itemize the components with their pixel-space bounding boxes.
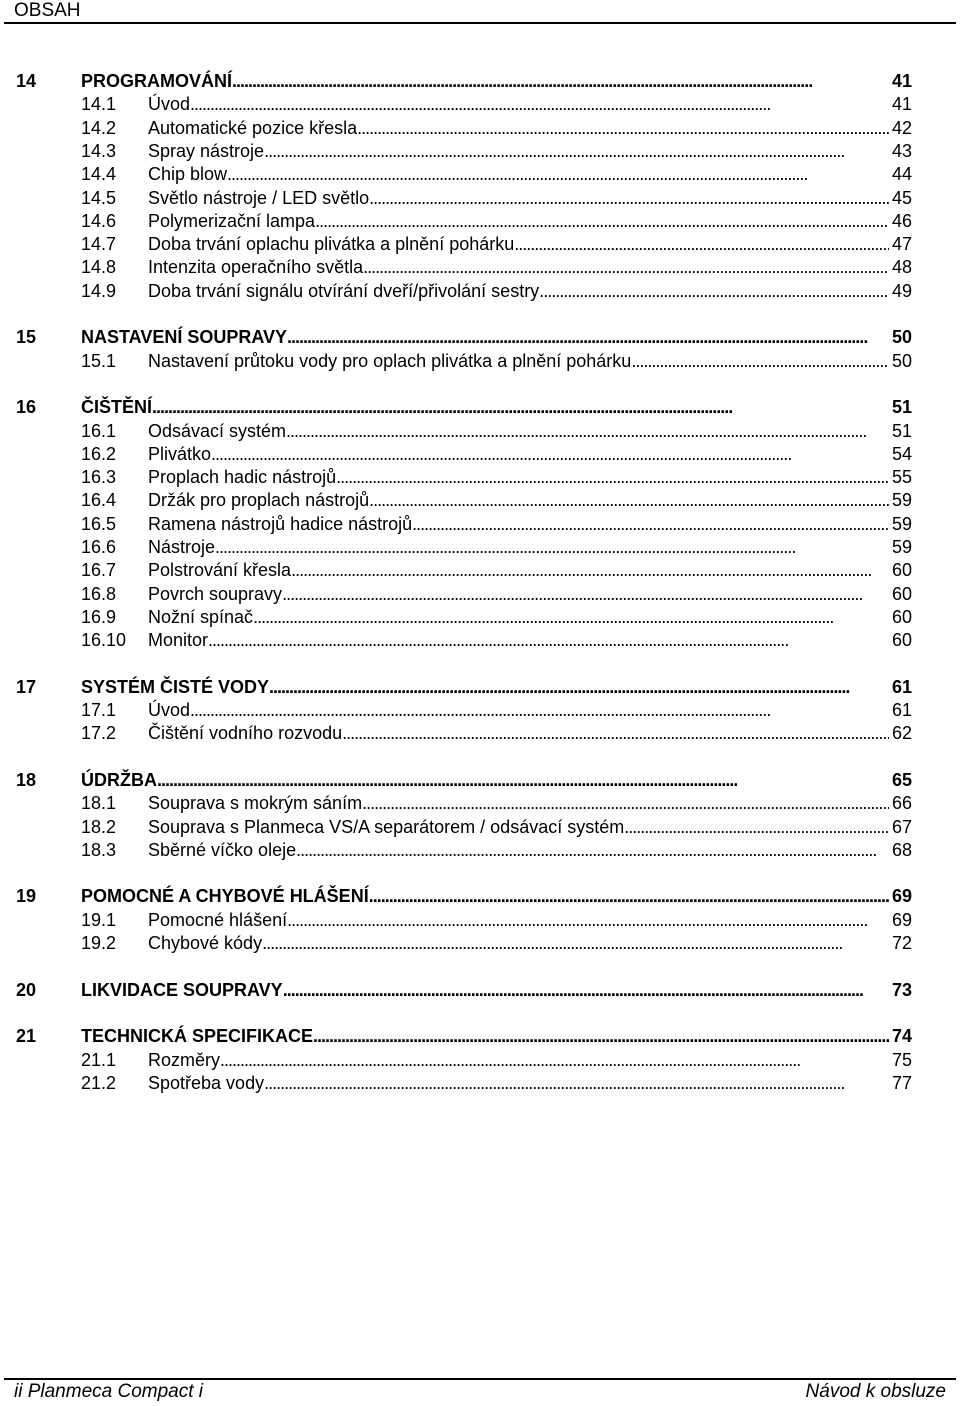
toc-dot-leader [363, 256, 912, 279]
toc-entry-number: 14.6 [81, 211, 117, 231]
toc-entry-title-line [148, 792, 912, 815]
toc-entry-number: 16.1 [81, 421, 117, 441]
toc-entry-title: Chip blow [148, 164, 228, 184]
toc-entry-title: Držák pro proplach nástrojů [148, 490, 370, 510]
toc-entry-page-number: 65 [889, 769, 912, 792]
toc-chapter-entry[interactable] [0, 979, 960, 1002]
toc-entry-title: Spray nástroje [148, 141, 265, 161]
toc-entry-number: 14.9 [81, 281, 117, 301]
toc-entry-title: Ramena nástrojů hadice nástrojů [148, 514, 413, 534]
toc-section-entry[interactable] [0, 536, 960, 559]
toc-section-entry[interactable] [0, 443, 960, 466]
toc-entry-title: Sběrné víčko oleje [148, 840, 297, 860]
toc-entry-title: Doba trvání signálu otvírání dveří/přivolání sestry [148, 281, 540, 301]
toc-entry-title-line [148, 629, 912, 652]
toc-entry-title: Pomocné hlášení [148, 910, 288, 930]
toc-entry-title-line [148, 932, 912, 955]
toc-entry-title: Souprava s mokrým sáním [148, 793, 363, 813]
toc-entry-title-line [148, 513, 912, 536]
toc-entry-title: Polymerizační lampa [148, 211, 316, 231]
toc-entry-title: TECHNICKÁ SPECIFIKACE [81, 1026, 314, 1046]
toc-entry-number: 17.1 [81, 700, 117, 720]
toc-entry-title: ČIŠTĚNÍ [81, 397, 153, 417]
toc-entry-number: 18 [16, 770, 37, 790]
toc-entry-title-line [148, 699, 912, 722]
toc-entry-title-line [148, 722, 912, 745]
toc-entry-number: 16.6 [81, 537, 117, 557]
toc-section-entry[interactable] [0, 1049, 960, 1072]
toc-entry-page-number: 75 [889, 1049, 912, 1072]
toc-dot-leader [296, 839, 912, 862]
toc-entry-page-number: 44 [889, 163, 912, 186]
toc-entry-page-number: 69 [889, 909, 912, 932]
toc-section-entry[interactable] [0, 210, 960, 233]
toc-section-entry[interactable] [0, 699, 960, 722]
toc-section-entry[interactable] [0, 606, 960, 629]
toc-entry-title-line [148, 909, 912, 932]
toc-entry-title: Úvod [148, 94, 191, 114]
toc-entry-page-number: 67 [889, 816, 912, 839]
toc-entry-number: 16.10 [81, 630, 127, 650]
toc-section-entry[interactable] [0, 117, 960, 140]
toc-entry-number: 19.2 [81, 933, 117, 953]
toc-entry-title-line [148, 816, 912, 839]
toc-entry-number: 20 [16, 980, 37, 1000]
toc-dot-leader [336, 466, 912, 489]
toc-entry-page-number: 59 [889, 489, 912, 512]
toc-entry-title: Světlo nástroje / LED světlo [148, 188, 370, 208]
toc-entry-page-number: 49 [889, 280, 912, 303]
footer-divider [4, 1378, 956, 1380]
toc-entry-title-line [81, 326, 912, 349]
page-header [0, 0, 960, 28]
toc-entry-title-line [148, 140, 912, 163]
toc-entry-number: 15 [16, 327, 37, 347]
toc-entry-page-number: 54 [889, 443, 912, 466]
toc-entry-page-number: 45 [889, 187, 912, 210]
toc-entry-page-number: 41 [889, 93, 912, 116]
toc-entry-title: Doba trvání oplachu plivátka a plnění pohárku [148, 234, 515, 254]
toc-chapter-entry[interactable] [0, 326, 960, 349]
toc-entry-number: 16.5 [81, 514, 117, 534]
toc-dot-leader [264, 140, 912, 163]
toc-dot-leader [369, 885, 912, 908]
toc-entry-page-number: 60 [889, 583, 912, 606]
toc-entry-title-line [148, 93, 912, 116]
toc-entry-title-line [148, 187, 912, 210]
toc-dot-leader [315, 210, 912, 233]
toc-entry-page-number: 59 [889, 513, 912, 536]
toc-entry-page-number: 50 [889, 350, 912, 373]
toc-dot-leader [282, 583, 912, 606]
toc-section-entry[interactable] [0, 1072, 960, 1095]
toc-entry-page-number: 47 [889, 233, 912, 256]
toc-entry-number: 14.4 [81, 164, 117, 184]
toc-section-entry[interactable] [0, 816, 960, 839]
toc-chapter-entry[interactable] [0, 769, 960, 792]
toc-entry-page-number: 46 [889, 210, 912, 233]
toc-entry-number: 18.3 [81, 840, 117, 860]
toc-entry-title-line [148, 583, 912, 606]
toc-section-entry[interactable] [0, 256, 960, 279]
toc-entry-number: 14.7 [81, 234, 117, 254]
toc-dot-leader [291, 559, 912, 582]
toc-entry-title: Rozměry [148, 1050, 221, 1070]
toc-entry-number: 15.1 [81, 351, 117, 371]
toc-entry-page-number: 74 [889, 1025, 912, 1048]
toc-dot-leader [220, 1049, 912, 1072]
toc-entry-title: Povrch soupravy [148, 584, 283, 604]
toc-dot-leader [211, 443, 912, 466]
toc-entry-page-number: 69 [889, 885, 912, 908]
toc-entry-number: 19.1 [81, 910, 117, 930]
toc-entry-number: 19 [16, 886, 37, 906]
toc-entry-title: Odsávací systém [148, 421, 287, 441]
toc-dot-leader [624, 816, 912, 839]
toc-dot-leader [283, 979, 912, 1002]
toc-entry-title-line [148, 163, 912, 186]
toc-section-entry[interactable] [0, 233, 960, 256]
toc-entry-title: Monitor [148, 630, 209, 650]
toc-section-entry[interactable] [0, 513, 960, 536]
toc-entry-page-number: 55 [889, 466, 912, 489]
toc-entry-title-line [81, 70, 912, 93]
toc-entry-page-number: 77 [889, 1072, 912, 1095]
toc-entry-title-line [148, 117, 912, 140]
toc-section-entry[interactable] [0, 839, 960, 862]
toc-dot-leader [269, 676, 912, 699]
toc-section-entry[interactable] [0, 489, 960, 512]
toc-dot-leader [208, 629, 912, 652]
toc-entry-title-line [148, 280, 912, 303]
toc-entry-page-number: 66 [889, 792, 912, 815]
toc-chapter-entry[interactable] [0, 676, 960, 699]
toc-entry-number: 14.3 [81, 141, 117, 161]
toc-section-entry[interactable] [0, 629, 960, 652]
toc-dot-leader [262, 932, 912, 955]
toc-dot-leader [215, 536, 912, 559]
header-divider [4, 22, 956, 24]
toc-section-entry[interactable] [0, 909, 960, 932]
toc-chapter-entry[interactable] [0, 885, 960, 908]
toc-entry-title: SYSTÉM ČISTÉ VODY [81, 677, 270, 697]
toc-entry-title: Nástroje [148, 537, 216, 557]
toc-dot-leader [362, 792, 912, 815]
toc-entry-title-line [148, 420, 912, 443]
toc-entry-page-number: 61 [889, 699, 912, 722]
toc-entry-title: Plivátko [148, 444, 212, 464]
toc-entry-title: NASTAVENÍ SOUPRAVY [81, 327, 288, 347]
toc-entry-page-number: 51 [889, 396, 912, 419]
toc-entry-number: 14 [16, 71, 37, 91]
toc-entry-title-line [148, 1049, 912, 1072]
toc-entry-title-line [81, 1025, 912, 1048]
toc-entry-number: 18.1 [81, 793, 117, 813]
toc-entry-number: 14.5 [81, 188, 117, 208]
toc-entry-title: POMOCNÉ A CHYBOVÉ HLÁŠENÍ [81, 886, 369, 906]
toc-entry-title-line [148, 839, 912, 862]
toc-entry-number: 16.3 [81, 467, 117, 487]
toc-entry-number: 18.2 [81, 817, 117, 837]
toc-entry-title: Spotřeba vody [148, 1073, 265, 1093]
toc-dot-leader [286, 420, 912, 443]
toc-entry-title: Proplach hadic nástrojů [148, 467, 337, 487]
toc-entry-title-line [81, 885, 912, 908]
toc-entry-page-number: 72 [889, 932, 912, 955]
toc-entry-number: 16.4 [81, 490, 117, 510]
toc-entry-title: LIKVIDACE SOUPRAVY [81, 980, 283, 1000]
toc-dot-leader [190, 93, 912, 116]
toc-dot-leader [190, 699, 912, 722]
toc-dot-leader [287, 909, 912, 932]
toc-dot-leader [232, 70, 912, 93]
toc-entry-title-line [148, 466, 912, 489]
toc-entry-page-number: 43 [889, 140, 912, 163]
toc-entry-title-line [81, 769, 912, 792]
toc-entry-page-number: 42 [889, 117, 912, 140]
toc-entry-title: Nastavení průtoku vody pro oplach plivátka a plnění pohárku [148, 351, 632, 371]
toc-section-entry[interactable] [0, 559, 960, 582]
toc-entry-number: 21.1 [81, 1050, 117, 1070]
toc-section-entry[interactable] [0, 140, 960, 163]
toc-entry-title: Úvod [148, 700, 191, 720]
toc-entry-number: 14.8 [81, 257, 117, 277]
toc-dot-leader [287, 326, 912, 349]
toc-section-entry[interactable] [0, 932, 960, 955]
toc-dot-leader [514, 233, 912, 256]
toc-dot-leader [157, 769, 912, 792]
toc-entry-title: Souprava s Planmeca VS/A separátorem / odsávací systém [148, 817, 625, 837]
toc-entry-number: 16.7 [81, 560, 117, 580]
toc-entry-page-number: 61 [889, 676, 912, 699]
toc-entry-page-number: 60 [889, 629, 912, 652]
toc-section-entry[interactable] [0, 466, 960, 489]
toc-chapter-entry[interactable] [0, 70, 960, 93]
toc-entry-title: Chybové kódy [148, 933, 263, 953]
toc-chapter-entry[interactable] [0, 396, 960, 419]
toc-entry-title: Intenzita operačního světla [148, 257, 364, 277]
toc-entry-page-number: 51 [889, 420, 912, 443]
toc-entry-page-number: 73 [889, 979, 912, 1002]
toc-entry-page-number: 62 [889, 722, 912, 745]
toc-chapter-entry[interactable] [0, 1025, 960, 1048]
toc-entry-number: 16.8 [81, 584, 117, 604]
toc-entry-title-line [148, 489, 912, 512]
toc-entry-page-number: 68 [889, 839, 912, 862]
toc-section-entry[interactable] [0, 792, 960, 815]
toc-entry-title-line [148, 256, 912, 279]
footer-document-name: ii Planmeca Compact i [14, 1381, 204, 1402]
toc-dot-leader [357, 117, 912, 140]
toc-entry-title-line [148, 233, 912, 256]
toc-entry-page-number: 59 [889, 536, 912, 559]
toc-entry-number: 17 [16, 677, 37, 697]
toc-entry-title-line [148, 443, 912, 466]
toc-entry-title-line [81, 979, 912, 1002]
toc-entry-page-number: 48 [889, 256, 912, 279]
toc-section-entry[interactable] [0, 722, 960, 745]
toc-entry-title: Polstrování křesla [148, 560, 292, 580]
toc-section-entry[interactable] [0, 280, 960, 303]
toc-entry-page-number: 60 [889, 559, 912, 582]
toc-dot-leader [227, 163, 912, 186]
toc-entry-title: Čištění vodního rozvodu [148, 723, 343, 743]
toc-section-entry[interactable] [0, 583, 960, 606]
toc-entry-number: 16 [16, 397, 37, 417]
toc-dot-leader [631, 350, 912, 373]
toc-entry-page-number: 60 [889, 606, 912, 629]
toc-entry-title-line [81, 676, 912, 699]
toc-entry-number: 14.2 [81, 118, 117, 138]
toc-entry-page-number: 50 [889, 326, 912, 349]
toc-entry-title: PROGRAMOVÁNÍ [81, 71, 233, 91]
toc-section-entry[interactable] [0, 350, 960, 373]
toc-dot-leader [264, 1072, 912, 1095]
page-title: OBSAH [14, 0, 81, 21]
toc-dot-leader [342, 722, 912, 745]
toc-entry-title-line [148, 559, 912, 582]
toc-dot-leader [369, 489, 912, 512]
toc-entry-title-line [81, 396, 912, 419]
footer-manual-type: Návod k obsluze [805, 1381, 946, 1402]
toc-dot-leader [313, 1025, 912, 1048]
toc-entry-title: ÚDRŽBA [81, 770, 157, 790]
toc-entry-title-line [148, 210, 912, 233]
toc-section-entry[interactable] [0, 93, 960, 116]
toc-dot-leader [369, 187, 912, 210]
toc-entry-title: Automatické pozice křesla [148, 118, 358, 138]
toc-entry-number: 16.2 [81, 444, 117, 464]
toc-entry-number: 14.1 [81, 94, 117, 114]
toc-entry-number: 16.9 [81, 607, 117, 627]
toc-entry-title-line [148, 1072, 912, 1095]
toc-entry-title-line [148, 350, 912, 373]
toc-entry-title: Nožní spínač [148, 607, 254, 627]
toc-entry-number: 21.2 [81, 1073, 117, 1093]
toc-section-entry[interactable] [0, 163, 960, 186]
toc-entry-number: 17.2 [81, 723, 117, 743]
toc-section-entry[interactable] [0, 187, 960, 210]
toc-dot-leader [539, 280, 912, 303]
toc-entry-page-number: 41 [889, 70, 912, 93]
toc-entry-number: 21 [16, 1026, 37, 1046]
toc-dot-leader [152, 396, 912, 419]
toc-entry-title-line [148, 606, 912, 629]
toc-dot-leader [412, 513, 912, 536]
toc-section-entry[interactable] [0, 420, 960, 443]
toc-entry-title-line [148, 536, 912, 559]
toc-dot-leader [253, 606, 912, 629]
